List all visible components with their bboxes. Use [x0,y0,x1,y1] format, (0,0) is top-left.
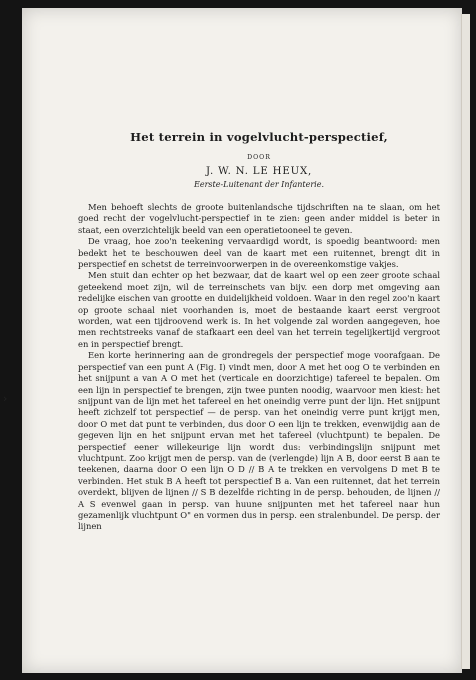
article-author: J. W. N. LE HEUX, [205,166,313,177]
paragraph: Men behoeft slechts de groote buitenlandsche tijdschriften na te slaan, om het goed recht der vogelvlucht-perspectief in te zien: geen ander middel is beter in staat, een overzichtelijk beeld van een operatietooneel te geven. [78,202,440,235]
article [78,130,440,533]
document-page [22,8,462,673]
byline-door: DOOR [247,154,271,161]
paragraph: De vraag, hoe zoo'n teekening vervaardigd wordt, is spoedig beantwoord: men bedekt het te beschouwen deel van de kaart met een ruitennet, brengt dit in perspectief en schetst de terreinvoorwerpen in de overeenkomstige vakjes. [78,236,440,270]
paragraph: Men stuit dan echter op het bezwaar, dat de kaart wel op een zeer groote schaal geteekend moet zijn, wil de terreinschets van bijv. een dorp met omgeving aan redelijke eischen van grootte en duidelijkheid voldoen. Waar in den regel zoo'n kaart op groote schaal niet voorhanden is, moet de bestaande kaart eerst vergroot worden, wat een tijdroovend werk is. In het volgende zal worden aangegeven, hoe men rechtstreeks vanaf de stafkaart een deel van het terrein tegelijkertijd vergroot en in perspectief brengt. [78,270,440,349]
article-body [78,202,440,533]
paragraph: Een korte herinnering aan de grondregels der perspectief moge voorafgaan. De perspectief van een punt A (Fig. I) vindt men, door A met het oog O te verbinden en het snijpunt a van A O met het (verticale en doorzichtige) tafereel te bepalen. Om een lijn in perspectief te brengen, zijn twee punten noodig, waarvoor men kiest: het snijpunt van de lijn met het tafereel en het oneindig verre punt der lijn. Het snijpunt heeft zichzelf tot perspectief — de persp. van het oneindig verre punt krijgt men, door O met dat punt te verbinden, dus door O een lijn te trekken, evenwijdig aan de gegeven lijn en het snijpunt ervan met het tafereel (vluchtpunt) te bepalen. De perspectief eener willekeurige lijn wordt dus: verbindingslijn snijpunt met vluchtpunt. Zoo krijgt men de persp. van de (verlengde) lijn A B, door eerst B aan te teekenen, daarna door O een lijn O D // B A te trekken en vervolgens D met B te verbinden. Het stuk B A heeft tot perspectief B a. Van een ruitennet, dat het terrein overdekt, blijven de lijnen // S B dezelfde richting in de persp. behouden, de lijnen // A S evenwel gaan in persp. van huune snijpunten met het tafereel naar hun gezamenlijk vluchtpunt O" en vormen dus in persp. een stralenbundel. De persp. der lijnen [78,350,440,532]
article-title: Het terrein in vogelvlucht-perspectief, [130,130,388,144]
margin-mark: › [3,392,8,405]
page-edge [461,14,470,669]
author-rank: Eerste-Luitenant der Infanterie. [194,180,324,189]
